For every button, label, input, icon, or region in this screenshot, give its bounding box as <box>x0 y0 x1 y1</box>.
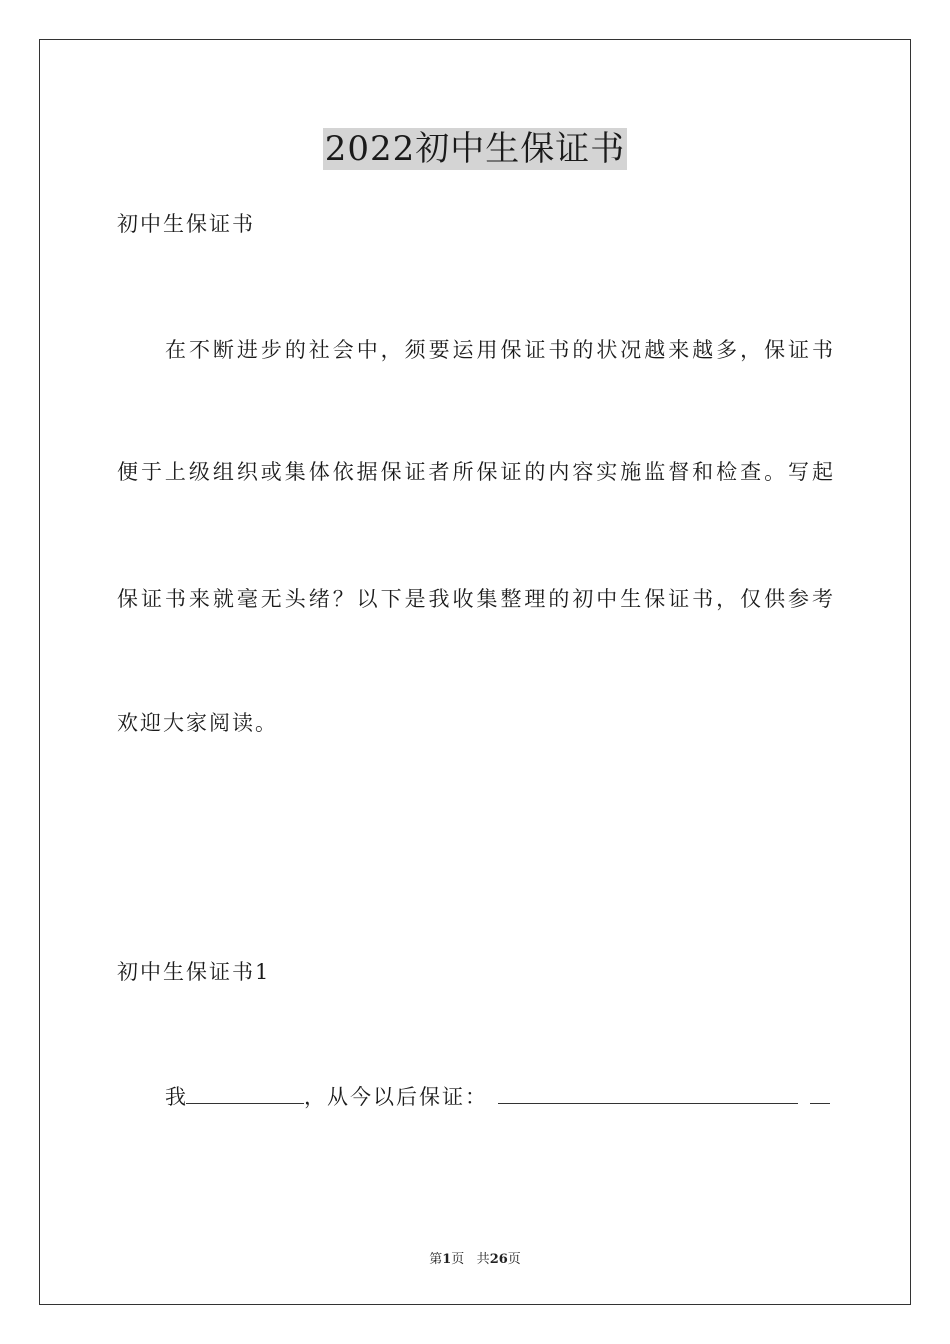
pledge-line <box>165 1083 830 1111</box>
intro-line-2: 便于上级组织或集体依据保证者所保证的内容实施监督和检查。写起 <box>117 460 833 484</box>
pledge-middle: ，从今以后保证： <box>304 1085 488 1109</box>
name-blank <box>186 1083 304 1104</box>
intro-line-1: 在不断进步的社会中，须要运用保证书的状况越来越多，保证书 <box>165 338 833 362</box>
footer-total-suffix: 页 <box>507 1252 521 1267</box>
footer-page-suffix: 页 <box>451 1252 465 1267</box>
section-heading: 初中生保证书1 <box>117 960 271 984</box>
footer-page-prefix: 第 <box>429 1252 443 1267</box>
footer-total-prefix: 共 <box>476 1252 490 1267</box>
page-footer <box>0 1248 950 1267</box>
pledge-blank-2 <box>810 1083 830 1104</box>
document-subtitle: 初中生保证书 <box>117 212 255 236</box>
pledge-blank-1 <box>498 1083 798 1104</box>
document-title: 2022初中生保证书 <box>324 129 626 169</box>
title-container <box>0 128 950 170</box>
intro-line-4: 欢迎大家阅读。 <box>117 711 278 735</box>
pledge-prefix: 我 <box>165 1085 186 1109</box>
footer-total-pages: 26 <box>489 1252 508 1267</box>
footer-page-number: 1 <box>442 1252 452 1267</box>
intro-line-3: 保证书来就毫无头绪？以下是我收集整理的初中生保证书，仅供参考 <box>117 587 833 611</box>
